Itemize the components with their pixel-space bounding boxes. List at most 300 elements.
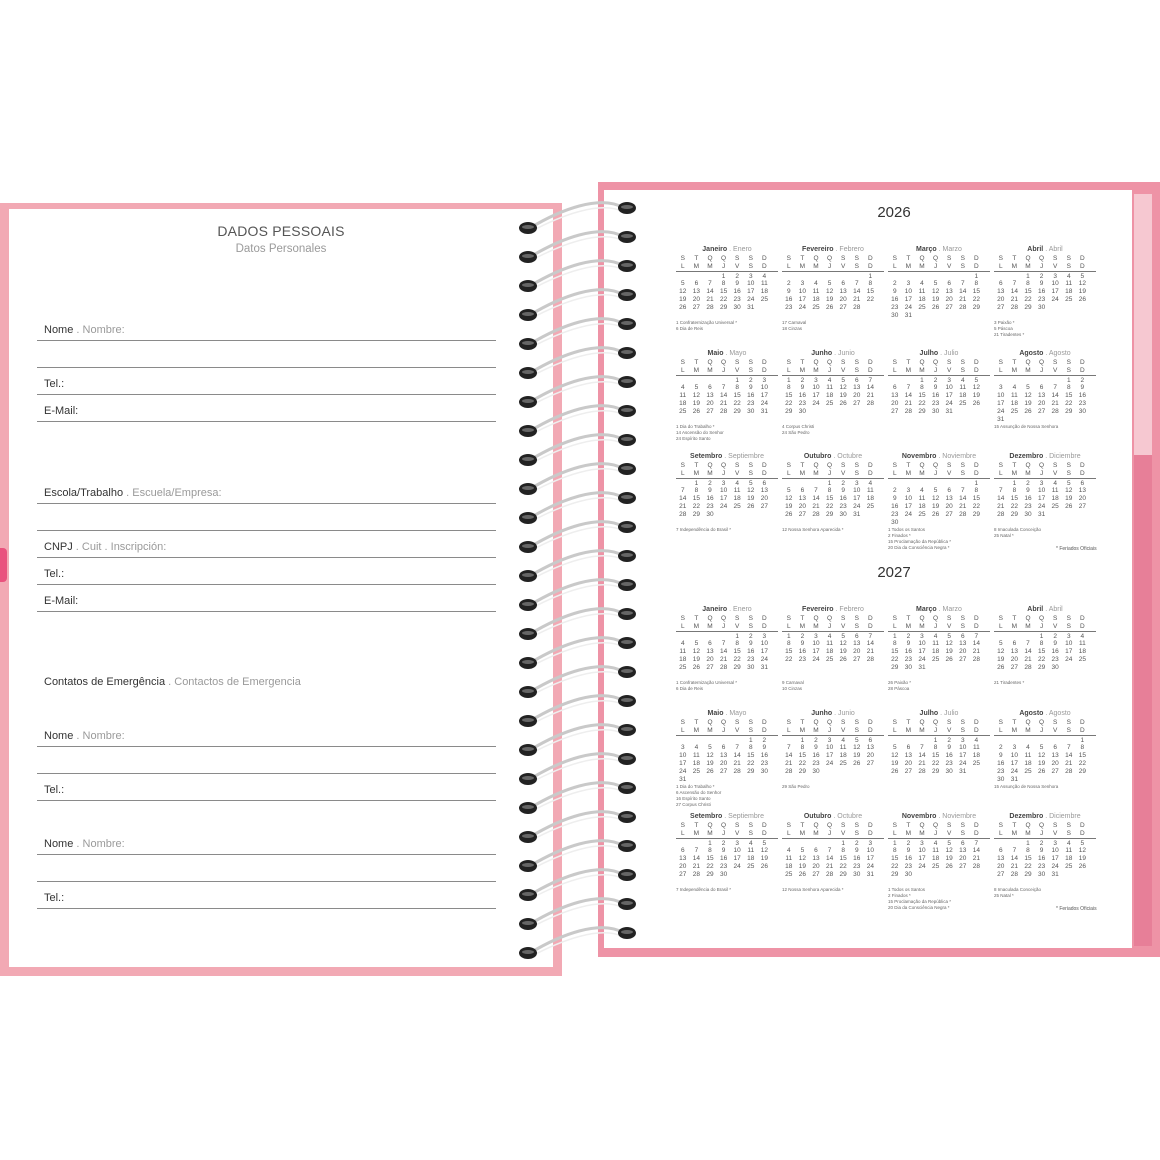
calendar-day: 29 — [825, 510, 834, 518]
calendar-day: 30 — [1037, 870, 1046, 878]
calendar-day: 26 — [997, 663, 1005, 671]
calendar-day: 27 — [997, 870, 1005, 878]
calendar-day: 30 — [1051, 663, 1059, 671]
calendar-day: 18 — [931, 855, 940, 863]
calendar-day: 25 — [839, 759, 847, 767]
calendar-week — [782, 760, 884, 768]
calendar-day: 4 — [827, 632, 832, 640]
calendar-day — [970, 871, 984, 879]
calendar-day: 6 — [1053, 744, 1057, 752]
calendar-day: 20 — [679, 862, 687, 870]
holiday-item: 21 Tiradentes * — [994, 332, 1025, 337]
calendar-day: 14 — [904, 392, 912, 400]
calendar-day: 24 — [1065, 655, 1073, 663]
emergency-phone-2-label[interactable]: Tel.: — [44, 892, 65, 904]
weekday-header-es: L M M J V S D — [994, 830, 1096, 839]
emergency-phone-1-label[interactable]: Tel.: — [44, 784, 65, 796]
calendar-day: 26 — [972, 399, 980, 407]
calendar-day: 11 — [918, 288, 926, 296]
calendar-day: 27 — [997, 303, 1005, 311]
calendar-day — [956, 312, 970, 320]
holiday-list — [782, 527, 884, 533]
holiday-item: 20 Dia da Consciência Negra * — [888, 905, 950, 910]
weekday-header-es: L M M J V S D — [676, 367, 778, 376]
calendar-day — [970, 519, 984, 527]
weekday-header: S T Q Q S S D — [786, 462, 873, 469]
weekday-header-es: L M M J V S D — [782, 830, 884, 839]
holiday-item: 1 Confraternização Universal * — [676, 320, 738, 325]
calendar-day: 31 — [1051, 870, 1059, 878]
calendar-day — [717, 633, 731, 641]
calendar-day: 27 — [891, 407, 899, 415]
calendar-day: 3 — [814, 632, 818, 640]
calendar-day — [942, 480, 956, 488]
calendar-day: 16 — [904, 648, 912, 656]
calendar-day: 24 — [904, 303, 912, 311]
calendar-day: 8 — [868, 280, 873, 288]
calendar-day: 9 — [748, 384, 753, 392]
calendar-day: 4 — [735, 479, 739, 487]
calendar-day: 12 — [945, 847, 953, 855]
weekday-header-es: L M M J V S D — [888, 727, 990, 736]
phone-field-label[interactable]: Tel.: — [44, 378, 65, 390]
calendar-day: 6 — [1012, 640, 1017, 648]
calendar-day: 4 — [814, 280, 818, 288]
calendar-week — [888, 760, 990, 768]
calendar-day: 7 — [827, 847, 832, 855]
calendar-day — [994, 737, 1008, 745]
calendar-day — [956, 480, 970, 488]
calendar-day: 29 — [1065, 407, 1073, 415]
calendar-day: 24 — [798, 303, 806, 311]
calendar-day: 3 — [800, 280, 805, 288]
weekday-header-es: L M M J V S D — [676, 263, 778, 272]
calendar-day — [929, 519, 943, 527]
school-work-field-label[interactable]: Escola/Trabalho . Escuela/Empresa: — [44, 487, 222, 499]
calendar-day: 5 — [998, 640, 1003, 648]
calendar-day: 4 — [1080, 632, 1085, 640]
month-calendar — [994, 710, 1096, 783]
calendar-day: 30 — [904, 663, 912, 671]
calendar-week — [994, 855, 1096, 863]
calendar-day: 29 — [1078, 767, 1086, 775]
calendar-week — [782, 847, 884, 855]
calendar-week — [994, 480, 1096, 488]
calendar-day: 15 — [891, 855, 899, 863]
calendar-day: 4 — [920, 487, 924, 495]
calendar-week — [782, 871, 884, 879]
calendar-day: 25 — [1065, 862, 1073, 870]
calendar-day: 15 — [1078, 752, 1086, 760]
calendar-day: 1 — [1080, 736, 1085, 744]
calendar-day: 24 — [719, 502, 728, 510]
calendar-day: 26 — [1078, 295, 1086, 303]
calendar-day: 2 — [933, 376, 938, 384]
month-name: Agosto . Agosto — [1019, 350, 1071, 357]
weekday-header-es: L M M J V S D — [782, 623, 884, 632]
calendar-day: 21 — [719, 399, 728, 407]
weekday-header: S T Q Q S S D — [786, 255, 873, 262]
holiday-item: 8 Imaculada Conceição — [994, 887, 1042, 892]
calendar-day: 27 — [719, 767, 728, 775]
calendar-day: 31 — [866, 870, 874, 878]
weekday-header: S T Q Q S S D — [680, 255, 767, 262]
calendar-day: 9 — [762, 744, 767, 752]
calendar-day: 24 — [997, 407, 1005, 415]
calendar-day — [730, 737, 744, 745]
calendar-day — [1035, 377, 1049, 385]
calendar-day — [730, 776, 744, 784]
calendar-week — [676, 384, 778, 392]
calendar-day: 2 — [814, 736, 818, 744]
calendar-day: 20 — [997, 862, 1005, 870]
calendar-day: 6 — [694, 280, 699, 288]
email-field-label[interactable]: E-Mail: — [44, 405, 79, 417]
calendar-day: 26 — [679, 303, 687, 311]
calendar-day: 3 — [762, 376, 767, 384]
calendar-day: 24 — [733, 862, 741, 870]
calendar-day: 18 — [812, 295, 820, 303]
calendar-day: 17 — [945, 392, 953, 400]
emergency-name-1-line-2[interactable] — [37, 773, 496, 774]
holiday-list — [888, 887, 990, 911]
calendar-day: 10 — [904, 495, 912, 503]
calendar-day: 21 — [997, 502, 1005, 510]
calendar-day: 30 — [891, 518, 899, 526]
calendar-day — [915, 737, 929, 745]
month-name: Janeiro . Enero — [702, 246, 752, 253]
calendar-day: 4 — [762, 272, 767, 280]
weekday-header-es: L M M J V S D — [994, 623, 1096, 632]
work-phone-field-line[interactable] — [37, 584, 496, 585]
month-name: Maio . Mayo — [707, 350, 747, 357]
calendar-week — [676, 377, 778, 385]
cnpj-field-label[interactable]: CNPJ . Cuit . Inscripción: — [44, 541, 167, 553]
calendar-day — [864, 768, 878, 776]
calendar-day: 14 — [1024, 648, 1032, 656]
calendar-week — [994, 840, 1096, 848]
calendar-week — [676, 273, 778, 281]
calendar-week — [888, 273, 990, 281]
calendar-day: 3 — [1039, 479, 1044, 487]
calendar-day: 6 — [814, 847, 818, 855]
emergency-name-1-label[interactable]: Nome . Nombre: — [44, 730, 125, 742]
name-field-line-2[interactable] — [37, 367, 496, 368]
calendar-day: 19 — [931, 502, 940, 510]
name-field-line[interactable] — [37, 340, 496, 341]
calendar-day: 20 — [760, 495, 768, 503]
holiday-item: 1 Todos os Santos — [888, 887, 925, 892]
calendar-day: 17 — [825, 752, 834, 760]
calendar-day: 13 — [1078, 487, 1086, 495]
calendar-day: 1 — [933, 736, 938, 744]
month-calendar — [994, 350, 1096, 423]
calendar-week — [782, 296, 884, 304]
weekday-header-es: L M M J V S D — [676, 470, 778, 479]
calendar-day: 15 — [972, 495, 980, 503]
calendar-day: 6 — [1039, 384, 1044, 392]
calendar-day: 2 — [906, 839, 911, 847]
weekday-header: S T Q Q S S D — [998, 359, 1085, 366]
calendar-day: 5 — [827, 280, 832, 288]
phone-field-line[interactable] — [37, 394, 496, 395]
calendar-day: 27 — [866, 759, 874, 767]
month-name: Junho . Junio — [811, 350, 855, 357]
calendar-day: 17 — [853, 495, 861, 503]
calendar-day: 23 — [760, 759, 768, 767]
calendar-day — [1076, 664, 1090, 672]
calendar-day: 16 — [747, 648, 755, 656]
calendar-day: 28 — [785, 767, 793, 775]
emergency-name-2-line-2[interactable] — [37, 881, 496, 882]
calendar-week — [888, 288, 990, 296]
calendar-day: 5 — [800, 847, 805, 855]
calendar-day: 29 — [692, 510, 700, 518]
calendar-day: 21 — [959, 502, 967, 510]
calendar-day: 1 — [1026, 272, 1030, 280]
calendar-day — [1021, 416, 1035, 424]
work-email-field-line[interactable] — [37, 611, 496, 612]
emergency-name-2-label[interactable]: Nome . Nombre: — [44, 838, 125, 850]
calendar-day: 22 — [839, 862, 847, 870]
calendar-week — [676, 280, 778, 288]
calendar-day — [690, 273, 704, 281]
calendar-week — [994, 304, 1096, 312]
calendar-day: 28 — [825, 870, 834, 878]
calendar-day: 29 — [891, 663, 899, 671]
calendar-day — [1021, 776, 1035, 784]
calendar-day — [942, 312, 956, 320]
calendar-day: 17 — [812, 392, 820, 400]
calendar-day: 18 — [918, 295, 926, 303]
calendar-day — [744, 871, 758, 879]
calendar-day — [823, 273, 837, 281]
calendar-week — [888, 855, 990, 863]
calendar-week — [676, 495, 778, 503]
emergency-name-2-line[interactable] — [37, 854, 496, 855]
emergency-phone-1-line[interactable] — [37, 800, 496, 801]
holiday-item: 5 Páscoa — [994, 326, 1013, 331]
emergency-phone-2-line[interactable] — [37, 908, 496, 909]
calendar-day: 31 — [1010, 775, 1018, 783]
calendar-day: 9 — [800, 640, 805, 648]
calendar-day: 1 — [892, 839, 897, 847]
calendar-day: 22 — [931, 759, 940, 767]
weekday-header: S T Q Q S S D — [892, 615, 979, 622]
weekday-header-es: L M M J V S D — [676, 623, 778, 632]
calendar-day: 10 — [1051, 847, 1059, 855]
calendar-day: 13 — [1037, 392, 1046, 400]
month-calendar — [676, 246, 778, 312]
calendar-day: 16 — [733, 288, 741, 296]
calendar-day: 8 — [721, 280, 726, 288]
calendar-day: 29 — [733, 407, 741, 415]
calendar-day: 30 — [747, 663, 755, 671]
holiday-list — [994, 887, 1096, 899]
calendar-day: 7 — [868, 632, 873, 640]
work-email-field-label[interactable]: E-Mail: — [44, 595, 79, 607]
calendar-day — [1048, 416, 1062, 424]
weekday-header: S T Q Q S S D — [786, 822, 873, 829]
calendar-day: 26 — [760, 862, 768, 870]
holiday-item: 1 Confraternização Universal * — [676, 680, 738, 685]
calendar-day: 12 — [945, 640, 953, 648]
emergency-name-1-line[interactable] — [37, 746, 496, 747]
holiday-item: 21 Tiradentes * — [994, 680, 1025, 685]
month-name: Outubro . Octubre — [803, 453, 863, 460]
calendar-day — [676, 377, 690, 385]
calendar-day: 19 — [760, 855, 768, 863]
calendar-day: 26 — [839, 399, 847, 407]
calendar-day: 27 — [692, 303, 700, 311]
calendar-day: 21 — [692, 862, 700, 870]
calendar-day: 1 — [1012, 479, 1017, 487]
calendar-day: 6 — [960, 839, 965, 847]
calendar-day: 20 — [891, 399, 899, 407]
calendar-day: 3 — [814, 376, 818, 384]
calendar-day: 16 — [719, 855, 728, 863]
calendar-day — [929, 273, 943, 281]
calendar-day: 19 — [945, 648, 953, 656]
calendar-day: 3 — [827, 736, 832, 744]
calendar-day: 30 — [945, 767, 953, 775]
calendar-day — [888, 377, 902, 385]
calendar-day: 14 — [679, 495, 687, 503]
calendar-day — [1062, 304, 1076, 312]
calendar-day: 7 — [974, 839, 979, 847]
calendar-day — [915, 480, 929, 488]
cnpj-field-line[interactable] — [37, 557, 496, 558]
calendar-day — [1062, 511, 1076, 519]
name-field-label[interactable]: Nome . Nombre: — [44, 324, 125, 336]
school-work-field-line[interactable] — [37, 503, 496, 504]
calendar-day: 8 — [933, 744, 938, 752]
month-name: Abril . Abril — [1027, 246, 1063, 253]
calendar-day: 18 — [825, 648, 834, 656]
calendar-day: 11 — [932, 847, 939, 855]
calendar-day — [915, 273, 929, 281]
calendar-week — [676, 503, 778, 511]
calendar-week — [888, 664, 990, 672]
calendar-day: 28 — [1024, 663, 1032, 671]
calendar-day: 25 — [1024, 767, 1032, 775]
calendar-day: 13 — [959, 640, 967, 648]
calendar-week — [782, 840, 884, 848]
calendar-day: 21 — [1010, 295, 1018, 303]
email-field-line[interactable] — [37, 421, 496, 422]
calendar-day — [1076, 416, 1090, 424]
calendar-day: 11 — [1051, 487, 1059, 495]
calendar-day: 2 — [1039, 272, 1044, 280]
school-work-field-line-2[interactable] — [37, 530, 496, 531]
calendar-day: 3 — [998, 384, 1003, 392]
calendar-day: 17 — [760, 392, 768, 400]
calendar-week — [888, 768, 990, 776]
calendar-day: 23 — [853, 862, 861, 870]
calendar-day: 30 — [853, 870, 861, 878]
calendar-day: 3 — [762, 632, 767, 640]
calendar-day: 22 — [1078, 759, 1086, 767]
calendar-day: 25 — [679, 407, 687, 415]
holiday-item: 15 Proclamação da República * — [888, 899, 952, 904]
calendar-day: 10 — [945, 384, 953, 392]
calendar-day: 2 — [841, 479, 845, 487]
calendar-day: 19 — [679, 295, 687, 303]
calendar-day: 2 — [1053, 632, 1057, 640]
weekday-header: S T Q Q S S D — [998, 719, 1085, 726]
month-name: Maio . Mayo — [707, 710, 747, 717]
calendar-day: 18 — [1024, 759, 1032, 767]
calendar-day: 25 — [959, 399, 967, 407]
month-name: Novembro . Noviembre — [901, 453, 977, 460]
calendar-day: 17 — [1010, 759, 1018, 767]
calendar-day: 20 — [692, 295, 700, 303]
calendar-day: 28 — [706, 303, 714, 311]
calendar-day: 17 — [904, 502, 912, 510]
holiday-list — [782, 887, 884, 893]
calendar-day: 23 — [747, 655, 755, 663]
calendar-day: 15 — [972, 288, 980, 296]
month-name: Fevereiro . Febrero — [802, 246, 864, 253]
calendar-day: 16 — [812, 752, 820, 760]
calendar-day: 25 — [972, 759, 980, 767]
month-name: Março . Marzo — [916, 606, 962, 613]
calendar-day: 28 — [733, 767, 741, 775]
calendar-day: 14 — [1065, 752, 1073, 760]
calendar-day: 13 — [959, 847, 967, 855]
holiday-item: 7 Independência do Brasil * — [676, 527, 732, 532]
calendar-week — [888, 487, 990, 495]
calendar-day: 3 — [920, 632, 924, 640]
weekday-header-es: L M M J V S D — [888, 470, 990, 479]
calendar-day: 26 — [692, 407, 700, 415]
calendar-day: 1 — [920, 376, 924, 384]
calendar-day: 16 — [1078, 392, 1086, 400]
calendar-week — [888, 633, 990, 641]
holiday-list — [994, 680, 1096, 686]
month-calendar — [782, 246, 884, 312]
calendar-day: 7 — [974, 632, 979, 640]
calendar-week — [994, 408, 1096, 416]
calendar-day: 2 — [800, 376, 805, 384]
calendar-day — [888, 737, 902, 745]
calendar-day: 6 — [960, 632, 965, 640]
month-calendar — [994, 606, 1096, 672]
calendar-day: 26 — [891, 767, 899, 775]
calendar-day: 5 — [1066, 479, 1071, 487]
calendar-day: 20 — [1037, 399, 1046, 407]
calendar-day — [690, 776, 704, 784]
calendar-day — [929, 480, 943, 488]
calendar-day: 12 — [706, 752, 714, 760]
calendar-day: 28 — [959, 303, 967, 311]
calendar-week — [888, 304, 990, 312]
calendar-day: 8 — [786, 640, 791, 648]
calendar-day: 17 — [1065, 648, 1073, 656]
work-phone-field-label[interactable]: Tel.: — [44, 568, 65, 580]
calendar-day: 31 — [959, 767, 967, 775]
calendar-day: 3 — [960, 736, 965, 744]
calendar-day: 25 — [1078, 655, 1086, 663]
calendar-day: 2 — [854, 839, 859, 847]
calendar-day — [836, 273, 850, 281]
month-name: Março . Marzo — [916, 246, 962, 253]
calendar-day: 6 — [680, 847, 685, 855]
calendar-day: 5 — [841, 632, 845, 640]
calendar-day: 22 — [891, 862, 899, 870]
calendar-day: 18 — [679, 399, 687, 407]
calendar-day: 1 — [1026, 839, 1030, 847]
